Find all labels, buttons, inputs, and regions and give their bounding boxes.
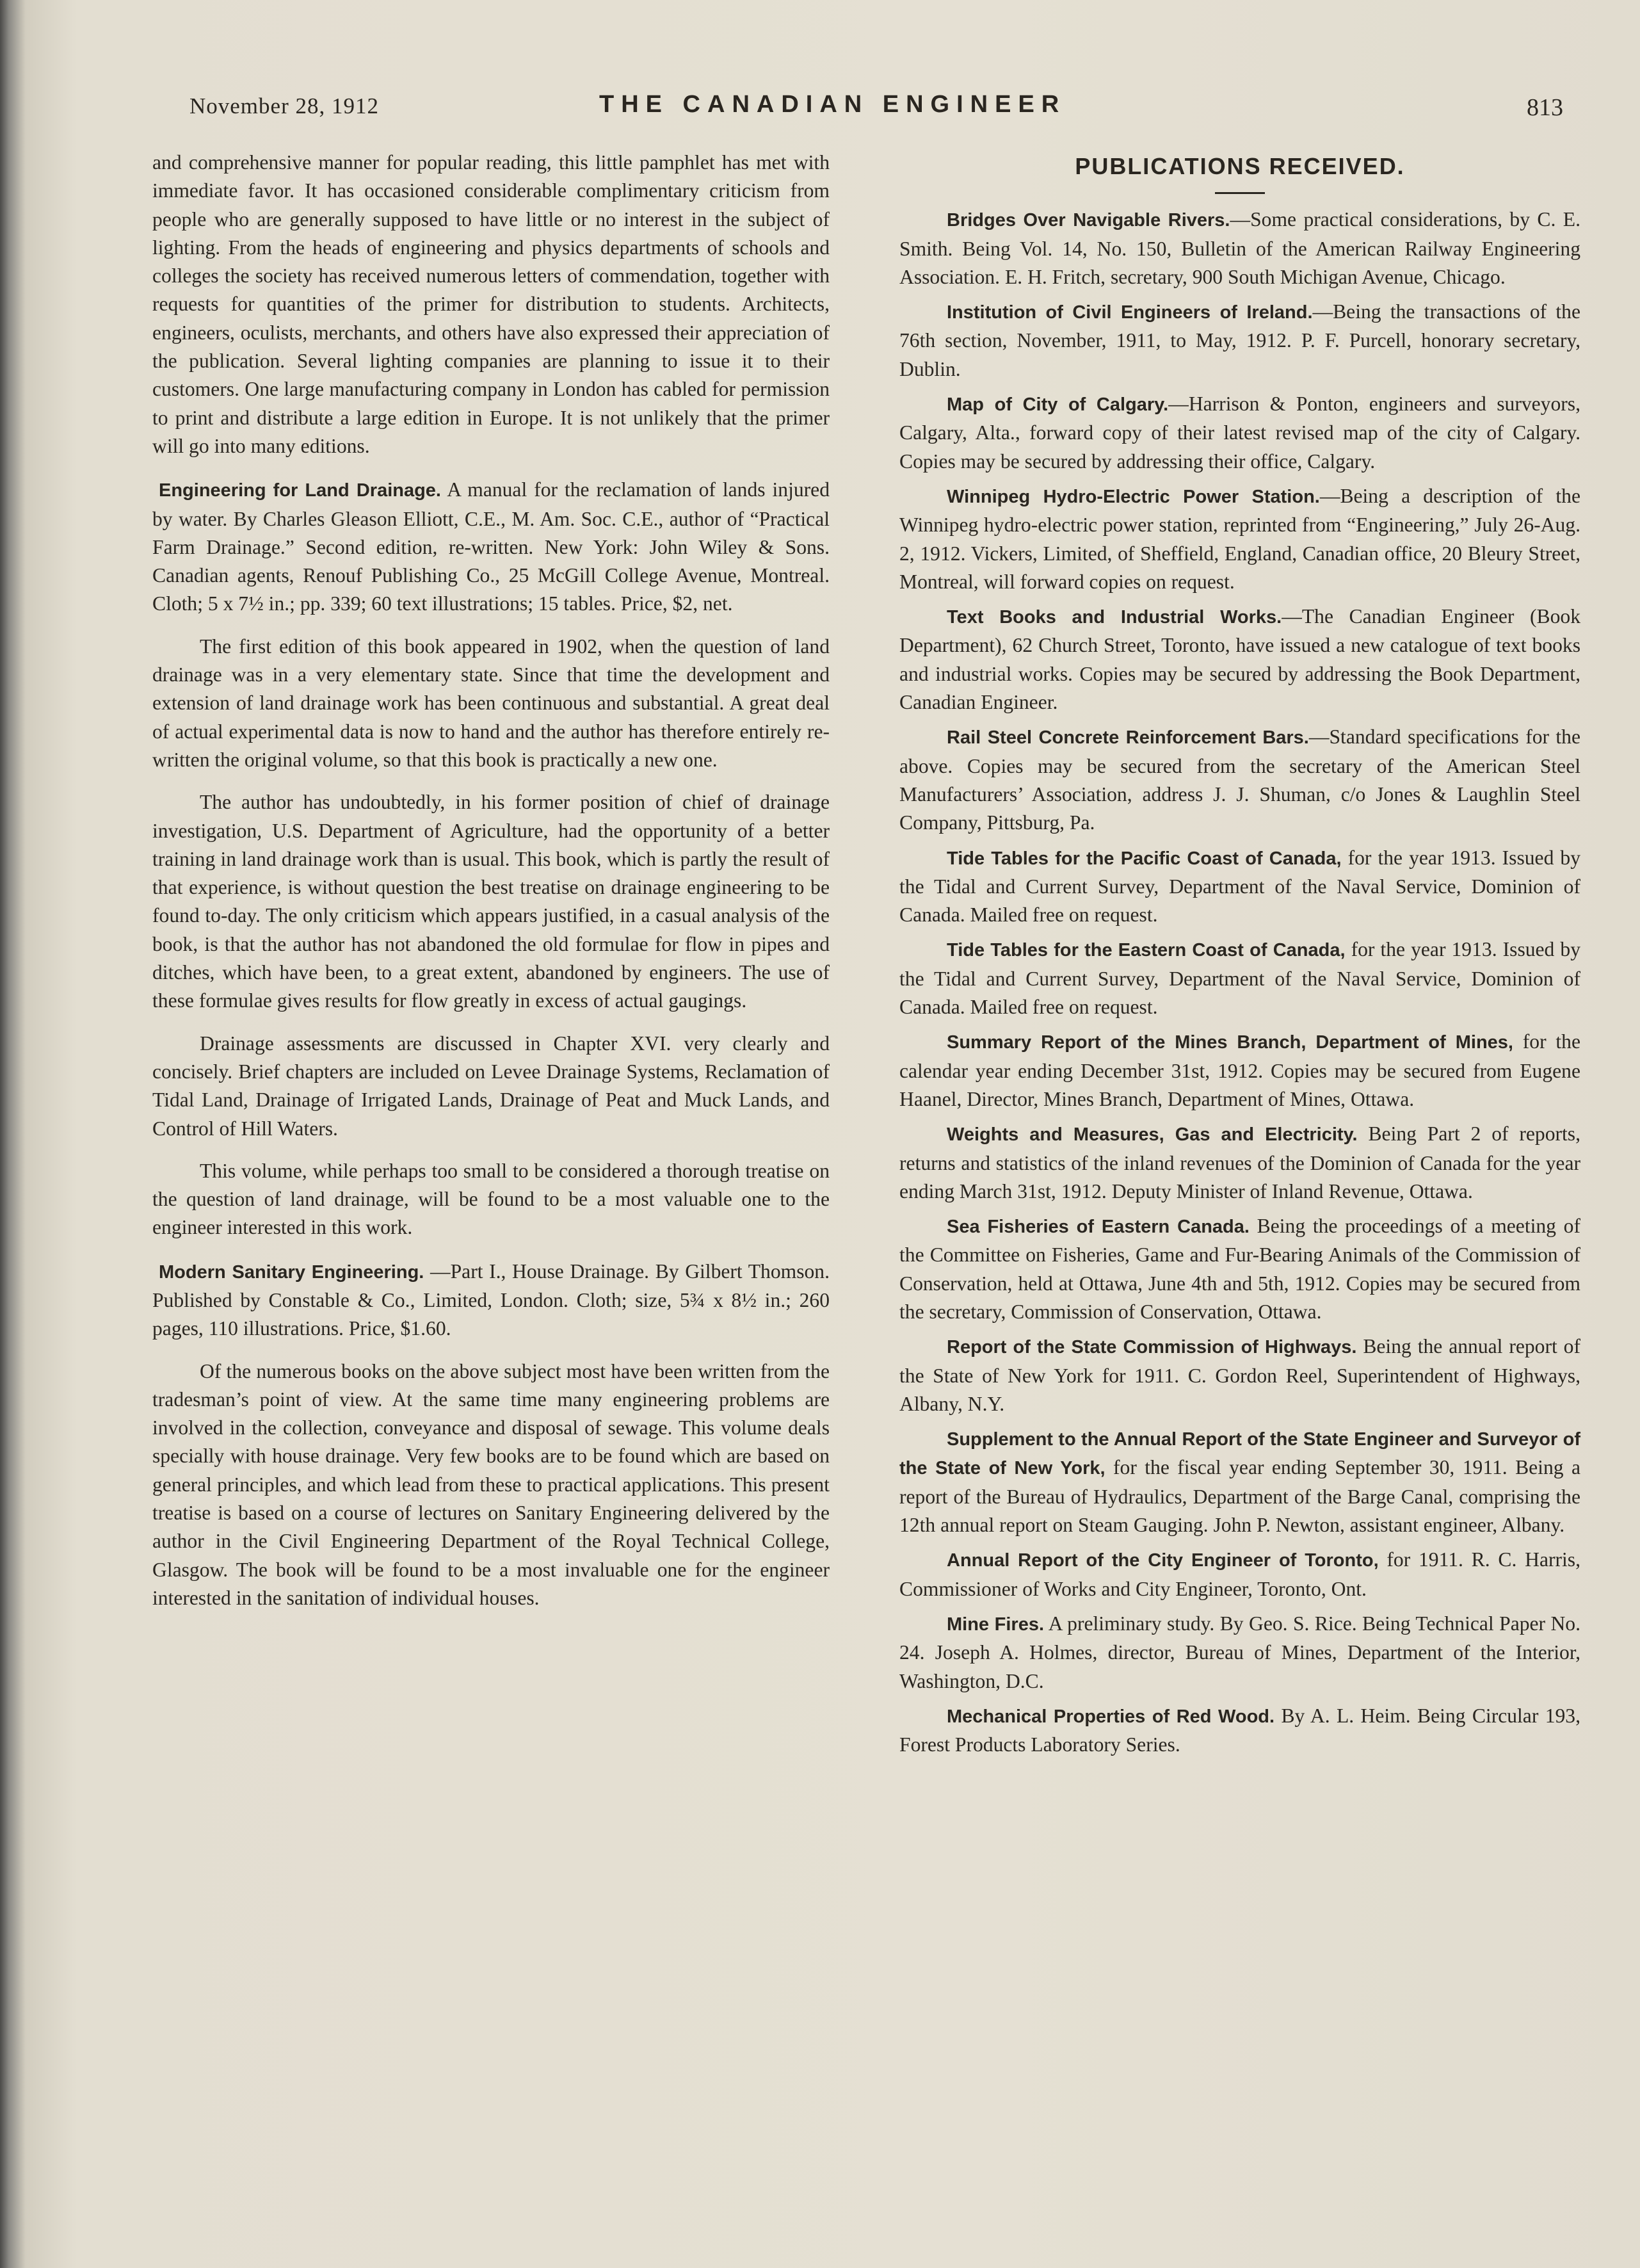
publication-entry — [899, 936, 1580, 1021]
entry-title: Text Books and Industrial Works. — [947, 607, 1282, 628]
entry-title: Report of the State Commission of Highways. — [947, 1337, 1357, 1358]
journal-title: THE CANADIAN ENGINEER — [599, 91, 1066, 118]
entry-text: Being the annual report of the State of New York for 1911. C. Gordon Reel, Superintendent of Highways, Albany, N.Y. — [899, 1335, 1580, 1415]
entry-title: Map of City of Calgary. — [947, 394, 1169, 416]
entry-text: for the year 1913. Issued by the Tidal and Current Survey, Department of the Naval Service, Dominion of Canada. Mailed free on request. — [899, 846, 1580, 927]
section-title: PUBLICATIONS RECEIVED. — [1075, 153, 1405, 179]
entry-title: Mechanical Properties of Red Wood. — [947, 1706, 1275, 1727]
entry-text: By A. L. Heim. Being Circular 193, Forest Products Laboratory Series. — [899, 1704, 1581, 1756]
entry-text: —Standard specifications for the above. Copies may be secured from the secretary of the American Steel Manufacturers’ Association, address J. J. Shuman, c/o Jones & Laughlin Steel Company, Pittsburg, Pa. — [899, 725, 1580, 834]
right-column — [899, 149, 1580, 1759]
entry-title: Sea Fisheries of Eastern Canada. — [947, 1217, 1250, 1238]
entry-text: —Some practical considerations, by C. E. Smith. Being Vol. 14, No. 150, Bulletin of the American Railway Engineering Association. E. H. Fritch, secretary, 900 South Michigan Avenue, Chicago. — [899, 208, 1580, 288]
publication-entry — [899, 603, 1580, 717]
entry-text: Being the proceedings of a meeting of the Committee on Fisheries, Game and Fur-Bearing Animals of the Commission of Conservation, held at Ottawa, June 4th and 5th, 1912. Copies may be secured from the secretary, Commission of Conservation, Ottawa. — [899, 1215, 1580, 1323]
book-review-sanitary-engineering — [152, 1258, 830, 1343]
entry-title: Bridges Over Navigable Rivers. — [947, 210, 1230, 231]
review-paragraph: The author has undoubtedly, in his former position of chief of drainage investigation, U.S. Department of Agriculture, had the opportunity of a better training in land drainage work than is usual. This book, which is partly the result of that experience, is without question the best treatise on drainage engineering to be found to-day. The only criticism which appears justified, in a casual analysis of the book, is that the author has not abandoned the old formulae for flow in pipes and ditches, which have been, to a great extent, abandoned by engineers. The use of these formulae gives results for flow greatly in excess of actual gaugings. — [152, 791, 830, 1012]
entry-text: for the calendar year ending December 31st, 1912. Copies may be secured from Eugene Haanel, Director, Mines Branch, Department of Mines, Ottawa. — [899, 1030, 1580, 1110]
left-column — [152, 149, 830, 1612]
book-title: Engineering for Land Drainage. — [159, 480, 441, 501]
entry-title: Summary Report of the Mines Branch, Department of Mines, — [947, 1032, 1513, 1053]
entry-text: A preliminary study. By Geo. S. Rice. Being Technical Paper No. 24. Joseph A. Holmes, director, Bureau of Mines, Department of the Interior, Washington, D.C. — [899, 1612, 1580, 1692]
publication-entry — [899, 1546, 1580, 1603]
publication-entry — [899, 206, 1580, 291]
publication-entry — [899, 482, 1580, 596]
book-review-land-drainage — [152, 476, 830, 618]
entry-title: Weights and Measures, Gas and Electricity. — [947, 1124, 1358, 1146]
publication-entry — [899, 844, 1580, 930]
entry-text: —Being a description of the Winnipeg hydro-electric power station, reprinted from “Engineering,” July 26-Aug. 2, 1912. Vickers, Limited, of Sheffield, England, Canadian office, 20 Bleury Street, Montreal, will forward copies on request. — [899, 484, 1580, 593]
entry-title: Tide Tables for the Eastern Coast of Canada, — [947, 940, 1346, 961]
entry-title: Mine Fires. — [947, 1614, 1045, 1635]
review-paragraph: Drainage assessments are discussed in Chapter XVI. very clearly and concisely. Brief chapters are included on Levee Drainage Systems, Reclamation of Tidal Land, Drainage of Irrigated Lands, Drainage of Peat and Muck Lands, and Control of Hill Waters. — [152, 1032, 830, 1140]
page-number: 813 — [1527, 94, 1563, 121]
book-details: —Part I., House Drainage. By Gilbert Thomson. Published by Constable & Co., Limited, London. Cloth; size, 5¾ x 8½ in.; 260 pages, 110 illustrations. Price, $1.60. — [152, 1260, 830, 1340]
book-details: A manual for the reclamation of lands injured by water. By Charles Gleason Elliott, C.E., M. Am. Soc. C.E., author of “Practical Farm Drainage.” Second edition, re-written. New York: John Wiley & Sons. Canadian agents, Renouf Publishing Co., 25 McGill College Avenue, Montreal. Cloth; 5 x 7½ in.; pp. 339; 60 text illustrations; 15 tables. Price, $2, net. — [152, 478, 830, 615]
publication-entry — [899, 1028, 1580, 1114]
entry-title: Institution of Civil Engineers of Ireland. — [947, 302, 1313, 323]
review-paragraph: This volume, while perhaps too small to be considered a thorough treatise on the question of land drainage, will be found to be a most valuable one to the engineer interested in this work. — [152, 1159, 830, 1239]
publication-entry — [899, 1702, 1580, 1760]
entry-text: for 1911. R. C. Harris, Commissioner of Works and City Engineer, Toronto, Ont. — [899, 1548, 1580, 1600]
publication-entry — [899, 298, 1580, 384]
book-title: Modern Sanitary Engineering. — [159, 1261, 424, 1283]
publication-entry — [899, 1425, 1580, 1539]
entry-title: Supplement to the Annual Report of the State Engineer and Surveyor of the State of New York, — [899, 1429, 1580, 1479]
entry-text: Being Part 2 of reports, returns and statistics of the inland revenues of the Dominion of Canada for the year ending March 31st, 1912. Deputy Minister of Inland Revenue, Ottawa. — [899, 1122, 1580, 1203]
publication-entry — [899, 1120, 1580, 1206]
running-header — [189, 91, 1563, 129]
publication-entry — [899, 723, 1580, 837]
issue-date: November 28, 1912 — [189, 93, 379, 118]
publication-entry — [899, 1610, 1580, 1696]
review-paragraph: Of the numerous books on the above subject most have been written from the tradesman’s point of view. At the same time many engineering problems are involved in the collection, conveyance and disposal of sewage. This volume deals specially with house drainage. Very few books are to be found which are based on general principles, and which lead from these to practical applications. This present treatise is based on a course of lectures on Sanitary Engineering delivered by the author in the Civil Engineering Department of the Royal Technical College, Glasgow. The book will be found to be a most invaluable one for the engineer interested in the sanitation of individual houses. — [152, 1359, 830, 1609]
entry-text: —Being the transactions of the 76th section, November, 1911, to May, 1912. P. F. Purcell, honorary secretary, Dublin. — [899, 300, 1580, 380]
publication-entry — [899, 1212, 1580, 1326]
intro-paragraph: and comprehensive manner for popular reading, this little pamphlet has met with immediate favor. It has occasioned considerable complimentary criticism from people who are generally supposed to have little or no interest in the subject of lighting. From the heads of engineering and physics departments of schools and colleges the society has received numerous letters of commendation, together with requests for quantities of the primer for distribution to students. Architects, engineers, oculists, merchants, and others have also expressed their appreciation of the publication. Several lighting companies are planning to issue it to their customers. One large manufacturing company in London has cabled for permission to print and distribute a large edition in Europe. It is not unlikely that the primer will go into many editions. — [152, 151, 830, 457]
entry-text: —Harrison & Ponton, engineers and surveyors, Calgary, Alta., forward copy of their latest revised map of the city of Calgary. Copies may be secured by addressing their office, Calgary. — [899, 393, 1580, 473]
entry-title: Winnipeg Hydro-Electric Power Station. — [947, 486, 1320, 507]
entry-title: Annual Report of the City Engineer of Toronto, — [947, 1550, 1379, 1571]
entry-title: Tide Tables for the Pacific Coast of Canada, — [947, 848, 1342, 869]
entry-text: —The Canadian Engineer (Book Department), 62 Church Street, Toronto, have issued a new catalogue of text books and industrial works. Copies may be secured by addressing the Book Department, Canadian Engineer. — [899, 605, 1580, 714]
entry-text: for the fiscal year ending September 30, 1911. Being a report of the Bureau of Hydraulics, Department of the Barge Canal, comprising the 12th annual report on Steam Gauging. John P. Newton, assistant engineer, Albany. — [899, 1456, 1580, 1537]
title-rule — [1215, 192, 1265, 194]
publication-entry — [899, 1332, 1580, 1418]
entry-title: Rail Steel Concrete Reinforcement Bars. — [947, 727, 1309, 749]
entry-text: for the year 1913. Issued by the Tidal and Current Survey, Department of the Naval Service, Dominion of Canada. Mailed free on request. — [899, 938, 1580, 1019]
review-paragraph: The first edition of this book appeared in 1902, when the question of land drainage was in a very elementary state. Since that time the development and extension of land drainage work has been continuous and substantial. A great deal of actual experimental data is now to hand and the author has therefore entirely re-written the original volume, so that this book is practically a new one. — [152, 635, 830, 771]
publication-entry — [899, 390, 1580, 476]
